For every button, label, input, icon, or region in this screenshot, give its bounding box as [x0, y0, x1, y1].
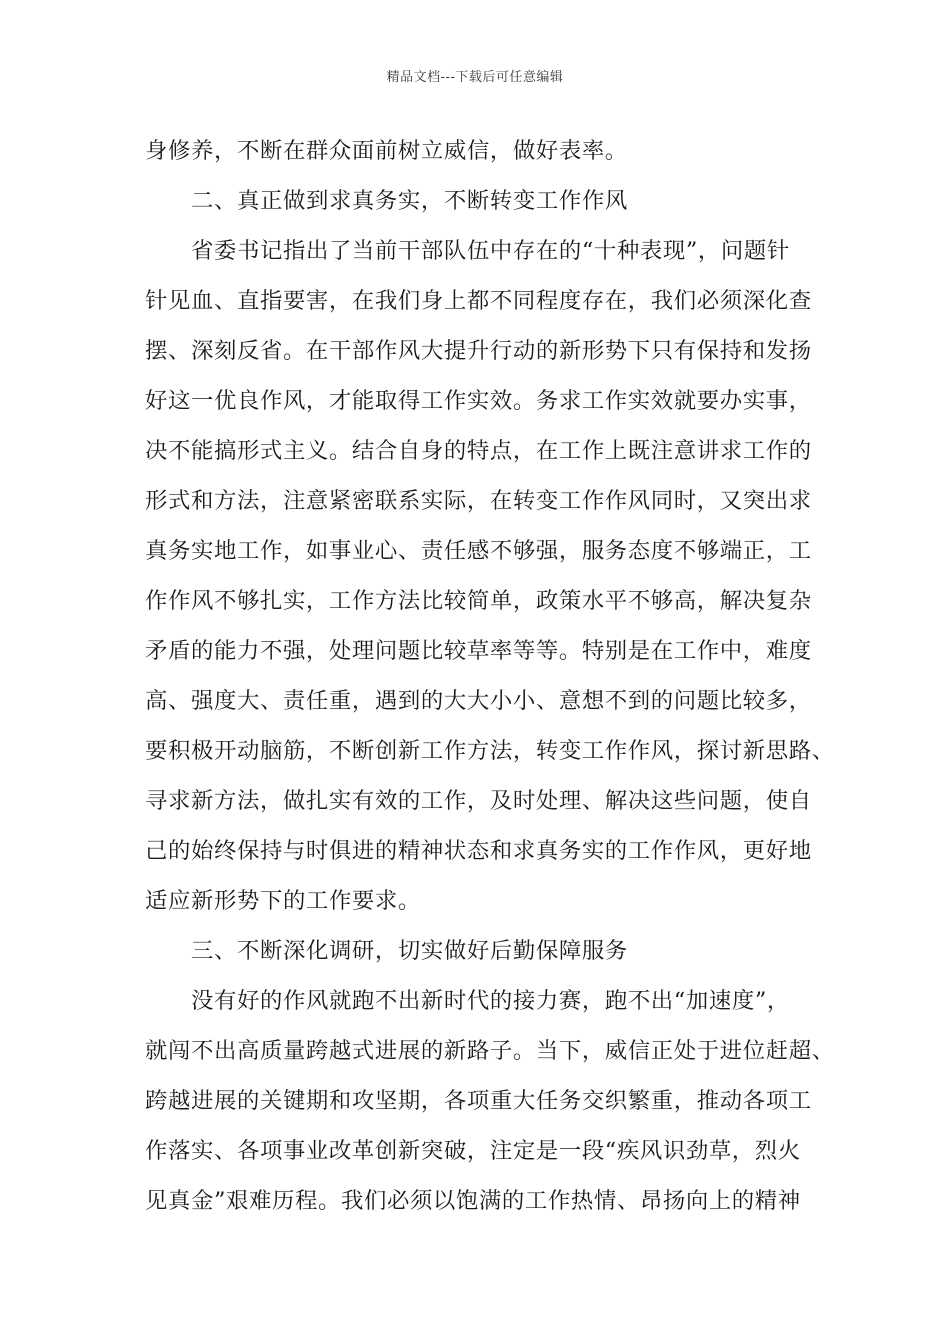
- text-line: 省委书记指出了当前干部队伍中存在的“十种表现”，问题针: [191, 238, 790, 264]
- text-line: 跨越进展的关键期和攻坚期，各项重大任务交织繁重，推动各项工: [145, 1088, 812, 1114]
- document-body: [145, 126, 835, 1226]
- text-line: 就闯不出高质量跨越式进展的新路子。当下，威信正处于进位赶超、: [145, 1038, 835, 1064]
- text-line: 形式和方法，注意紧密联系实际，在转变工作作风同时，又突出求: [145, 488, 812, 514]
- text-line: 作落实、各项事业改革创新突破，注定是一段“疾风识劲草，烈火: [145, 1138, 801, 1164]
- text-line: 作作风不够扎实，工作方法比较简单，政策水平不够高，解决复杂: [145, 588, 812, 614]
- text-line: 好这一优良作风，才能取得工作实效。务求工作实效就要办实事，: [145, 388, 812, 414]
- text-line: 要积极开动脑筋，不断创新工作方法，转变工作作风，探讨新思路、: [145, 738, 835, 764]
- text-line: 摆、深刻反省。在干部作风大提升行动的新形势下只有保持和发扬: [145, 338, 812, 364]
- text-line: 真务实地工作，如事业心、责任感不够强，服务态度不够端正，工: [145, 538, 812, 564]
- text-line: 适应新形势下的工作要求。: [145, 888, 421, 914]
- text-line: 寻求新方法，做扎实有效的工作，及时处理、解决这些问题，使自: [145, 788, 812, 814]
- section-heading-3: 三、不断深化调研，切实做好后勤保障服务: [191, 938, 628, 964]
- section-heading-2: 二、真正做到求真务实，不断转变工作作风: [191, 188, 628, 214]
- text-line: 针见血、直指要害，在我们身上都不同程度存在，我们必须深化查: [145, 288, 812, 314]
- text-line: 决不能搞形式主义。结合自身的特点，在工作上既注意讲求工作的: [145, 438, 812, 464]
- page-header: 精品文档---下载后可任意编辑: [386, 70, 564, 85]
- text-line: 矛盾的能力不强，处理问题比较草率等等。特别是在工作中，难度: [145, 638, 812, 664]
- text-line: 己的始终保持与时俱进的精神状态和求真务实的工作作风，更好地: [145, 838, 812, 864]
- text-line: 见真金”艰难历程。我们必须以饱满的工作热情、昂扬向上的精神: [145, 1188, 801, 1214]
- text-line: 身修养，不断在群众面前树立威信，做好表率。: [145, 138, 628, 164]
- text-line: 高、强度大、责任重，遇到的大大小小、意想不到的问题比较多，: [145, 688, 812, 714]
- text-line: 没有好的作风就跑不出新时代的接力赛，跑不出“加速度”，: [191, 988, 790, 1014]
